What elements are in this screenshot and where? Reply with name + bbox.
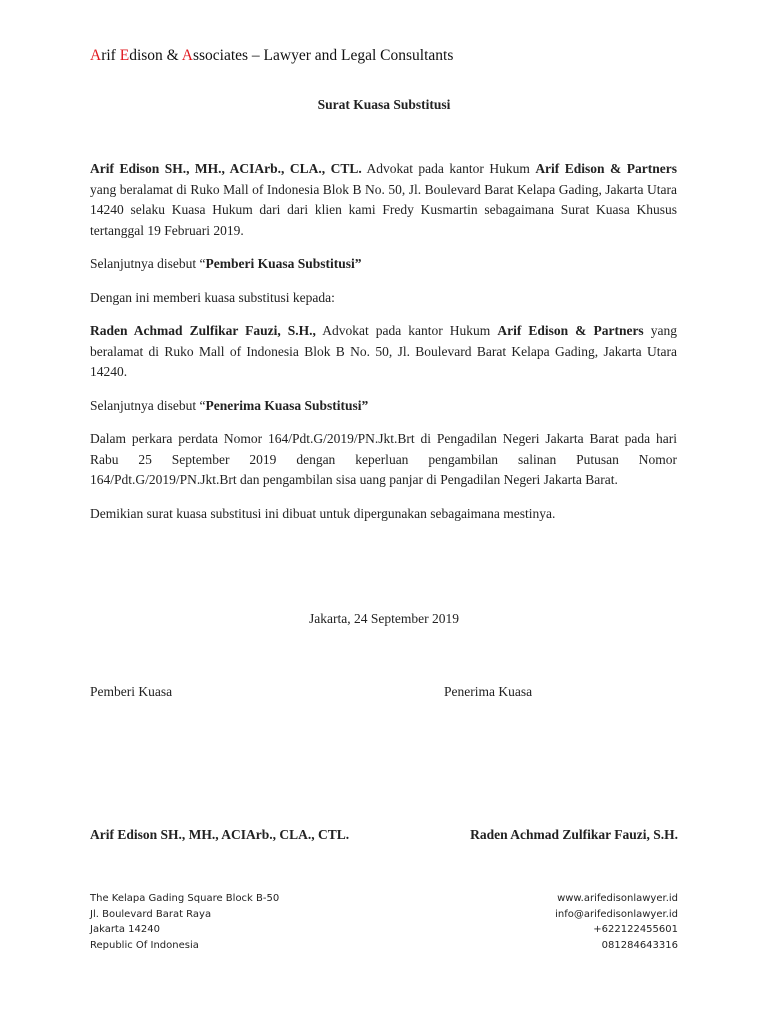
designation-prefix: Selanjutnya disebut “	[90, 256, 206, 271]
document-title: Surat Kuasa Substitusi	[317, 97, 451, 112]
recipient-designation	[90, 396, 677, 417]
recipient-signature-name: Raden Achmad Zulfikar Fauzi, S.H.	[470, 827, 678, 842]
grant-statement: Dengan ini memberi kuasa substitusi kepada:	[90, 289, 335, 305]
recipient-text-1: Advokat pada kantor Hukum	[315, 323, 498, 338]
designation-prefix: Selanjutnya disebut “	[90, 397, 206, 413]
letterhead-text: ssociates – Lawyer and Legal Consultants	[192, 47, 454, 64]
recipient-paragraph	[90, 321, 677, 383]
letterhead-initial-a2: A	[181, 47, 193, 64]
grantor-designation	[90, 254, 677, 275]
recipient-name: Raden Achmad Zulfikar Fauzi, S.H.,	[90, 323, 316, 338]
grantor-paragraph	[90, 159, 677, 241]
footer-address-line: Jakarta 14240	[90, 924, 160, 935]
place-date: Jakarta, 24 September 2019	[309, 611, 459, 626]
footer-address	[90, 891, 279, 953]
case-paragraph: Dalam perkara perdata Nomor 164/Pdt.G/2019/PN.Jkt.Brt di Pengadilan Negeri Jakarta Barat pada hari Rabu 25 September 2019 dengan keperluan pengambilan salinan Putusan Nomor 164/Pdt.G/2019/PN.Jkt.Brt dan pengambilan sisa uang panjar di Pengadilan Negeri Jakarta Barat.	[90, 431, 677, 487]
footer-address-line: Republic Of Indonesia	[90, 939, 199, 951]
grantor-signature-label: Pemberi Kuasa	[90, 684, 173, 699]
letterhead-initial-e: E	[119, 47, 130, 64]
letterhead-text: rif	[101, 47, 120, 64]
footer-website: www.arifedisonlawyer.id	[557, 893, 678, 904]
designation-term: Pemberi Kuasa Substitusi”	[205, 256, 362, 271]
designation-term: Penerima Kuasa Substitusi”	[205, 397, 369, 413]
letterhead	[90, 47, 453, 65]
footer-contact	[555, 891, 678, 953]
document-body	[90, 159, 677, 524]
grantor-name: Arif Edison SH., MH., ACIArb., CLA., CTL.	[90, 161, 362, 176]
footer-mobile: 081284643316	[601, 939, 678, 951]
footer-phone: +622122455601	[593, 924, 678, 935]
grantor-firm: Arif Edison & Partners	[535, 161, 677, 176]
grantor-signature-name: Arif Edison SH., MH., ACIArb., CLA., CTL.	[90, 827, 350, 842]
recipient-text-2: yang beralamat di Ruko Mall of Indonesia Blok B No. 50, Jl. Boulevard Barat Kelapa Gading, Jakarta Utara 14240.	[90, 323, 677, 379]
grantor-text-2: yang beralamat di Ruko Mall of Indonesia Blok B No. 50, Jl. Boulevard Barat Kelapa Gading, Jakarta Utara 14240 selaku Kuasa Hukum dari dari klien kami Fredy Kusmartin sebagaimana Surat Kuasa Khusus tertanggal 19 Februari 2019.	[90, 181, 677, 238]
footer-address-line: Jl. Boulevard Barat Raya	[90, 908, 212, 920]
recipient-signature-label: Penerima Kuasa	[444, 684, 533, 699]
letterhead-initial-a: A	[90, 47, 102, 64]
recipient-firm: Arif Edison & Partners	[497, 323, 644, 338]
letterhead-text: dison &	[129, 47, 182, 64]
closing-paragraph: Demikian surat kuasa substitusi ini dibuat untuk dipergunakan sebagaimana mestinya.	[90, 505, 556, 521]
grantor-text-1: Advokat pada kantor Hukum	[361, 161, 536, 176]
footer-address-line: The Kelapa Gading Square Block B-50	[90, 893, 280, 904]
footer-email: info@arifedisonlawyer.id	[555, 908, 678, 920]
